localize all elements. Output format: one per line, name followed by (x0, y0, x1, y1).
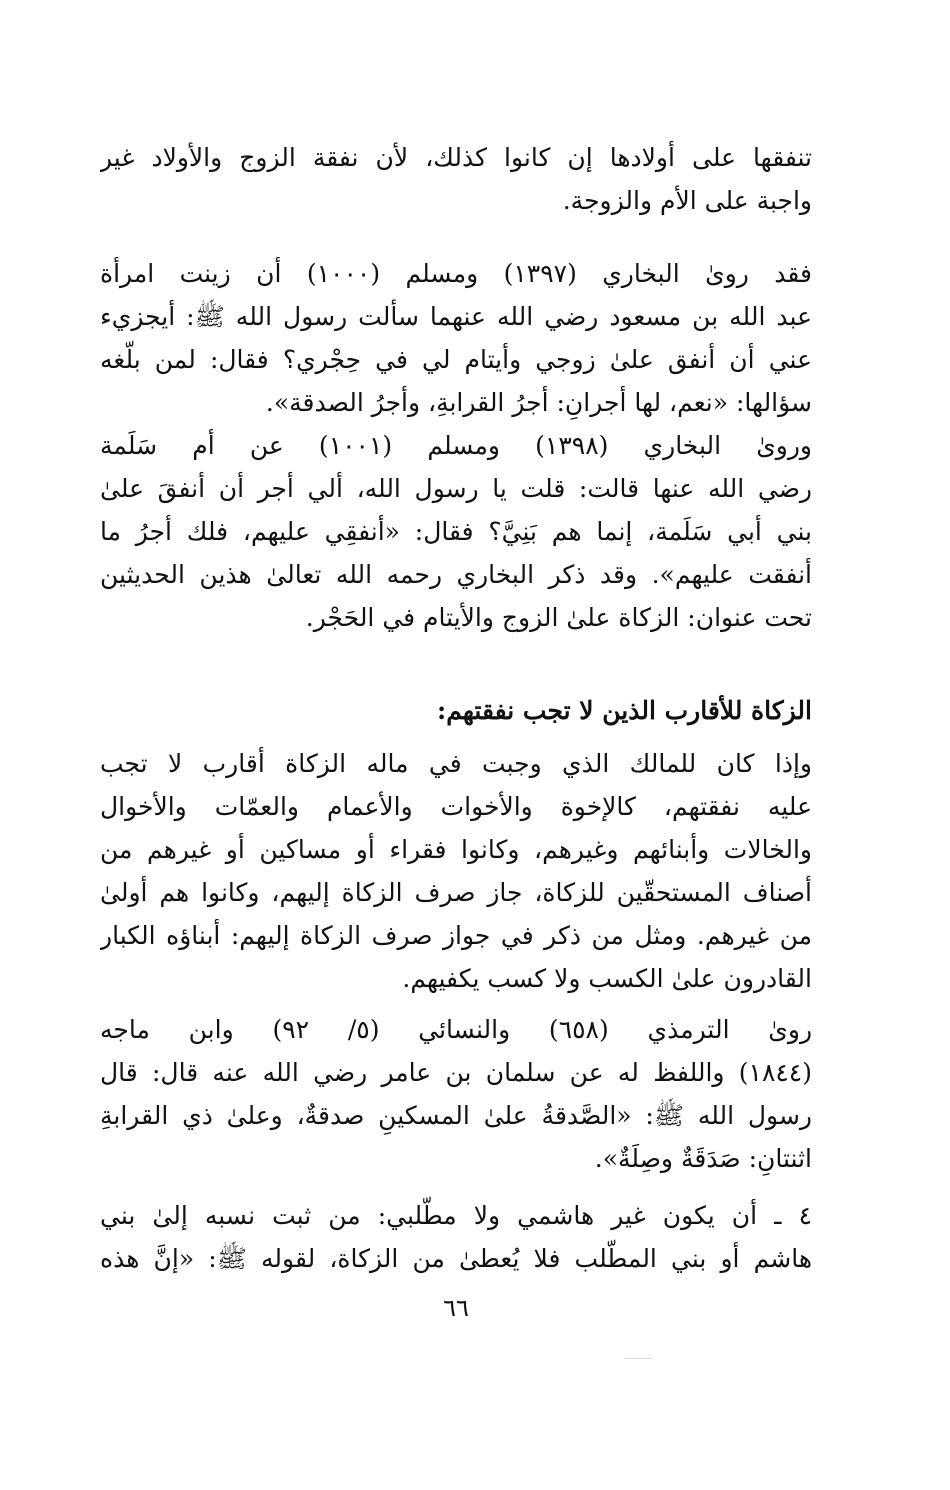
text-line: وإذا كان للمالك الذي وجبت في ماله الزكاة أقارب لا تجب (100, 749, 812, 778)
text-line: أنفقت عليهم». وقد ذكر البخاري رحمه الله تعالىٰ هذين الحديثين (100, 560, 812, 589)
section-heading: الزكاة للأقارب الذين لا تجب نفقتهم: (437, 696, 812, 725)
text-line: روىٰ الترمذي (٦٥٨) والنسائي (٥/ ٩٢) وابن ماجه (100, 1015, 812, 1044)
paragraph-3 (100, 424, 812, 639)
text-line: من غيرهم. ومثل من ذكر في جواز صرف الزكاة إليهم: أبناؤه الكبار (100, 921, 812, 950)
page-number: ٦٦ (443, 1294, 469, 1322)
paragraph-4 (100, 742, 812, 1000)
text-line: هاشم أو بني المطّلب فلا يُعطىٰ من الزكاة، لقوله ﷺ: «إنَّ هذه (100, 1244, 812, 1273)
text-line: وروىٰ البخاري (١٣٩٨) ومسلم (١٠٠١) عن أم سَلَمة (100, 431, 812, 460)
paragraph-5 (100, 1008, 812, 1180)
text-line: رضي الله عنها قالت: قلت يا رسول الله، ألي أجر أن أنفقَ علىٰ (100, 474, 812, 503)
paragraph-2 (100, 252, 812, 424)
text-line: أصناف المستحقّين للزكاة، جاز صرف الزكاة إليهم، وكانوا هم أولىٰ (100, 878, 812, 907)
text-line: اثنتانِ: صَدَقَةٌ وصِلَةٌ». (594, 1144, 812, 1173)
text-line: عبد الله بن مسعود رضي الله عنهما سألت رسول الله ﷺ: أيجزيء (100, 302, 812, 331)
text-line: واجبة على الأم والزوجة. (562, 186, 812, 215)
book-page (100, 136, 812, 1336)
text-line: تحت عنوان: الزكاة علىٰ الزوج والأيتام في الحَجْر. (305, 603, 812, 632)
text-line: القادرون علىٰ الكسب ولا كسب يكفيهم. (402, 964, 812, 993)
text-line: (١٨٤٤) واللفظ له عن سلمان بن عامر رضي الله عنه قال: قال (100, 1058, 812, 1087)
paragraph-1 (100, 136, 812, 222)
text-line: والخالات وأبنائهم وغيرهم، وكانوا فقراء أو مساكين أو غيرهم من (100, 835, 812, 864)
text-line: رسول الله ﷺ: «الصَّدقةُ علىٰ المسكينِ صدقةٌ، وعلىٰ ذي القرابةِ (100, 1101, 812, 1130)
text-line: عني أن أنفق علىٰ زوجي وأيتام لي في حِجْري؟ فقال: لمن بلّغه (100, 345, 812, 374)
text-line: سؤالها: «نعم، لها أجرانِ: أجرُ القرابةِ، وأجرُ الصدقة». (265, 388, 812, 417)
paragraph-6 (100, 1194, 812, 1280)
scan-speck (625, 1358, 653, 1359)
text-line: بني أبي سَلَمة، إنما هم بَنِيَّ؟ فقال: «أنفقِي عليهم، فلك أجرُ ما (100, 517, 812, 546)
text-line: فقد روىٰ البخاري (١٣٩٧) ومسلم (١٠٠٠) أن زينت امرأة (100, 259, 812, 288)
text-line: ٤ ـ أن يكون غير هاشمي ولا مطّلبي: من ثبت نسبه إلىٰ بني (100, 1201, 812, 1230)
text-line: عليه نفقتهم، كالإخوة والأخوات والأعمام والعمّات والأخوال (100, 792, 812, 821)
text-line: تنفقها على أولادها إن كانوا كذلك، لأن نفقة الزوج والأولاد غير (100, 143, 812, 172)
